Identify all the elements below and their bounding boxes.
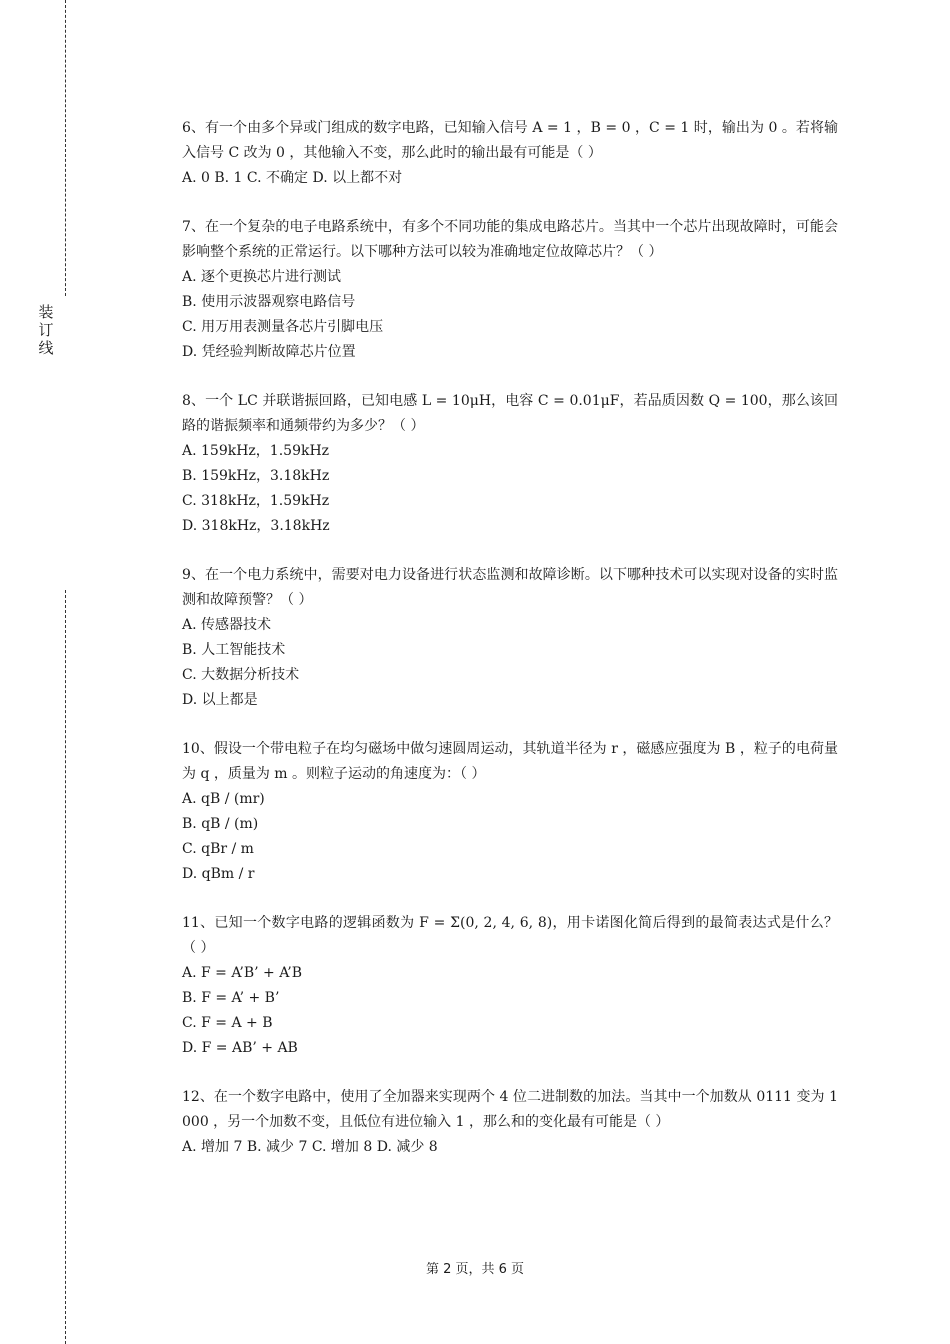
question-stem: 8、一个 LC 并联谐振回路，已知电感 L = 10μH，电容 C = 0.01μF，若品质因数 Q = 100，那么该回路的谐振频率和通频带约为多少？（ ） bbox=[182, 393, 838, 434]
question-8 bbox=[182, 389, 838, 539]
question-stem: 12、在一个数字电路中，使用了全加器来实现两个 4 位二进制数的加法。当其中一个加数从 0111 变为 1000 ，另一个加数不变，且低位有进位输入 1 ，那么和的变化最有可能是（ ） bbox=[182, 1089, 838, 1130]
binding-char: 线 bbox=[38, 339, 54, 357]
option-b: B. F = A’ + B’ bbox=[182, 990, 280, 1006]
question-stem: 11、已知一个数字电路的逻辑函数为 F = Σ(0, 2, 4, 6, 8)，用卡诺图化简后得到的最简表达式是什么？（ ） bbox=[182, 915, 838, 956]
option-c: C. 用万用表测量各芯片引脚电压 bbox=[182, 319, 384, 335]
option-b: B. 159kHz，3.18kHz bbox=[182, 468, 330, 484]
question-12 bbox=[182, 1085, 838, 1160]
question-6 bbox=[182, 116, 838, 191]
option-b: B. 使用示波器观察电路信号 bbox=[182, 294, 356, 310]
option-a: A. 传感器技术 bbox=[182, 617, 272, 633]
option-d: D. qBm / r bbox=[182, 866, 255, 882]
option-a: A. 逐个更换芯片进行测试 bbox=[182, 269, 342, 285]
option-d: D. 以上都是 bbox=[182, 692, 258, 708]
options-line: A. 增加 7 B. 减少 7 C. 增加 8 D. 减少 8 bbox=[182, 1139, 438, 1155]
question-list bbox=[182, 116, 838, 1184]
option-c: C. 大数据分析技术 bbox=[182, 667, 300, 683]
question-11 bbox=[182, 911, 838, 1061]
binding-label bbox=[36, 303, 56, 357]
option-a: A. F = A’B’ + A’B bbox=[182, 965, 303, 981]
page-number: 第 2 页，共 6 页 bbox=[425, 1262, 525, 1277]
binding-line-bottom bbox=[65, 590, 66, 1344]
question-stem: 10、假设一个带电粒子在均匀磁场中做匀速圆周运动，其轨道半径为 r ，磁感应强度为 B ，粒子的电荷量为 q ，质量为 m 。则粒子运动的角速度为：（ ） bbox=[182, 741, 838, 782]
question-stem: 7、在一个复杂的电子电路系统中，有多个不同功能的集成电路芯片。当其中一个芯片出现故障时，可能会影响整个系统的正常运行。以下哪种方法可以较为准确地定位故障芯片？（ ） bbox=[182, 219, 838, 260]
option-b: B. 人工智能技术 bbox=[182, 642, 286, 658]
option-c: C. F = A + B bbox=[182, 1015, 273, 1031]
question-10 bbox=[182, 737, 838, 887]
binding-line-top bbox=[65, 0, 66, 296]
option-a: A. 159kHz，1.59kHz bbox=[182, 443, 330, 459]
binding-char: 装 bbox=[38, 303, 54, 321]
option-d: D. 318kHz，3.18kHz bbox=[182, 518, 330, 534]
option-d: D. 凭经验判断故障芯片位置 bbox=[182, 344, 356, 360]
option-c: C. qBr / m bbox=[182, 841, 254, 857]
question-7 bbox=[182, 215, 838, 365]
option-a: A. qB / (mr) bbox=[182, 791, 265, 807]
question-9 bbox=[182, 563, 838, 713]
binding-char: 订 bbox=[38, 321, 54, 339]
option-d: D. F = AB’ + AB bbox=[182, 1040, 298, 1056]
option-b: B. qB / (m) bbox=[182, 816, 259, 832]
question-stem: 9、在一个电力系统中，需要对电力设备进行状态监测和故障诊断。以下哪种技术可以实现对设备的实时监测和故障预警？（ ） bbox=[182, 567, 838, 608]
option-c: C. 318kHz，1.59kHz bbox=[182, 493, 330, 509]
options-line: A. 0 B. 1 C. 不确定 D. 以上都不对 bbox=[182, 170, 403, 186]
question-stem: 6、有一个由多个异或门组成的数字电路，已知输入信号 A = 1 ，B = 0 ，C = 1 时，输出为 0 。若将输入信号 C 改为 0 ，其他输入不变，那么此时的输出最有可能是（ ） bbox=[182, 120, 838, 161]
